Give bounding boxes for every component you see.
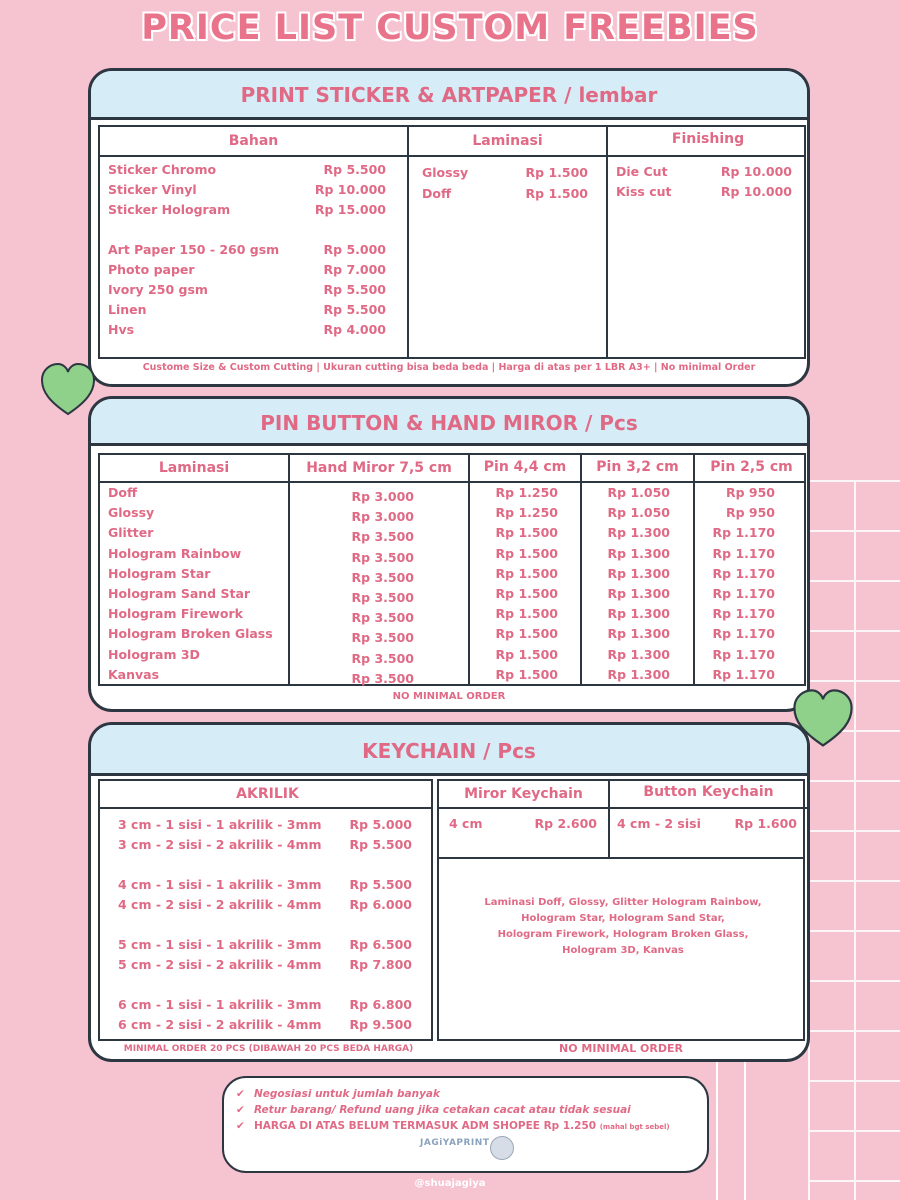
avatar: [490, 1136, 514, 1160]
pin-32-price: Rp 1.300: [607, 646, 670, 662]
bahan-name: Sticker Chromo: [108, 162, 217, 177]
akrilik-name: 4 cm - 1 sisi - 1 akrilik - 3mm: [118, 877, 322, 892]
note-text: Negosiasi untuk jumlah banyak: [254, 1088, 440, 1100]
note-item: [236, 1104, 631, 1116]
pin-row-name: Hologram Star: [108, 565, 211, 581]
laminasi-options: [439, 895, 807, 959]
pin-25-price: Rp 1.170: [712, 586, 775, 601]
miror-size: 4 cm: [449, 816, 483, 831]
row-divider: [439, 857, 803, 859]
bahan-price: Rp 4.000: [323, 322, 386, 337]
pin-header: PIN BUTTON & HAND MIROR / Pcs: [91, 399, 807, 446]
pin-44-price: Rp 1.500: [495, 646, 558, 662]
note-item: [236, 1088, 440, 1100]
button-size: 4 cm - 2 sisi: [617, 816, 701, 831]
pin-row-name: Hologram Sand Star: [108, 586, 251, 601]
laminasi-line: Hologram 3D, Kanvas: [562, 945, 684, 956]
check-icon: ✔: [236, 1120, 245, 1132]
pin-32-price: Rp 1.050: [607, 485, 670, 500]
pin-44-price: Rp 1.500: [495, 525, 558, 541]
laminasi-name: Glossy: [422, 165, 469, 180]
pin-row-name: Doff: [108, 485, 138, 500]
bahan-name: Hvs: [108, 322, 135, 337]
laminasi-name: Doff: [422, 186, 452, 201]
pin-32-price: Rp 1.300: [607, 606, 670, 622]
pin-card: [88, 396, 810, 712]
hand-miror-price: Rp 3.000: [351, 509, 414, 525]
col-pin-25-heading: Pin 2,5 cm: [710, 459, 793, 475]
pin-44-price: Rp 1.500: [495, 565, 558, 581]
keychain-right-table: [437, 779, 805, 1041]
akrilik-name: 5 cm - 2 sisi - 2 akrilik - 4mm: [118, 957, 322, 972]
pin-32-price: Rp 1.300: [607, 525, 670, 541]
bahan-price: Rp 5.500: [323, 162, 386, 177]
akrilik-name: 3 cm - 1 sisi - 1 akrilik - 3mm: [118, 817, 322, 832]
pin-25-price: Rp 950: [725, 505, 775, 521]
hand-miror-price: Rp 3.500: [351, 630, 414, 646]
pin-32-price: Rp 1.300: [607, 565, 670, 581]
bahan-price: Rp 5.500: [323, 282, 386, 297]
button-price: Rp 1.600: [734, 816, 797, 831]
hand-miror-price: Rp 3.500: [351, 590, 414, 605]
akrilik-price: Rp 6.500: [349, 937, 412, 952]
page-title: PRICE LIST CUSTOM FREEBIES: [141, 8, 759, 48]
note-small: (mahal bgt sebel): [599, 1123, 670, 1131]
heart-icon: [790, 686, 856, 752]
akrilik-price: Rp 5.000: [349, 817, 412, 832]
pin-44-price: Rp 1.500: [495, 626, 558, 642]
pin-44-price: Rp 1.500: [495, 666, 558, 682]
laminasi-line: Laminasi Doff, Glossy, Glitter Hologram Rainbow,: [484, 897, 762, 908]
miror-keychain-heading: Miror Keychain: [464, 786, 583, 802]
column-divider: [288, 455, 290, 684]
check-icon: ✔: [236, 1088, 245, 1100]
akrilik-price: Rp 5.500: [349, 877, 412, 892]
laminasi-line: Hologram Star, Hologram Sand Star,: [521, 913, 725, 924]
pin-footer: NO MINIMAL ORDER: [392, 691, 506, 702]
hand-miror-price: Rp 3.000: [351, 489, 414, 504]
bahan-name: Ivory 250 gsm: [108, 282, 208, 297]
notes-box: [222, 1076, 709, 1173]
pin-32-price: Rp 1.300: [607, 666, 670, 682]
keychain-header: KEYCHAIN / Pcs: [91, 725, 807, 776]
column-divider: [407, 127, 409, 357]
header-divider: [100, 807, 431, 809]
background-grid: [808, 480, 900, 1200]
akrilik-name: 6 cm - 1 sisi - 1 akrilik - 3mm: [118, 997, 322, 1012]
bahan-price: Rp 5.000: [323, 242, 386, 257]
pin-25-price: Rp 1.170: [712, 606, 775, 622]
background-line: [744, 1040, 746, 1200]
col-finishing-heading: Finishing: [671, 131, 745, 147]
header-divider: [439, 807, 807, 809]
pin-44-price: Rp 1.500: [495, 586, 558, 601]
pin-row-name: Kanvas: [108, 666, 160, 682]
akrilik-name: 5 cm - 1 sisi - 1 akrilik - 3mm: [118, 937, 322, 952]
akrilik-price: Rp 9.500: [349, 1017, 412, 1032]
akrilik-name: 4 cm - 2 sisi - 2 akrilik - 4mm: [118, 897, 322, 912]
bahan-name: Art Paper 150 - 260 gsm: [108, 242, 280, 257]
keychain-card: [88, 722, 810, 1062]
sticker-footer: Custome Size & Custom Cutting | Ukuran cutting bisa beda beda | Harga di atas per 1 LBR A3+ | No minimal Order: [142, 362, 756, 373]
pin-table: [98, 453, 806, 686]
akrilik-name: 6 cm - 2 sisi - 2 akrilik - 4mm: [118, 1017, 322, 1032]
hand-miror-price: Rp 3.500: [351, 569, 414, 585]
finishing-price: Rp 10.000: [720, 184, 792, 199]
note-item: [236, 1120, 670, 1132]
note-text: Retur barang/ Refund uang jika cetakan cacat atau tidak sesuai: [254, 1104, 631, 1116]
pin-25-price: Rp 1.170: [712, 626, 775, 642]
pin-row-name: Glossy: [108, 505, 155, 521]
pin-row-name: Hologram Firework: [108, 606, 243, 622]
finishing-price: Rp 10.000: [720, 164, 792, 179]
button-keychain-heading: Button Keychain: [643, 784, 774, 800]
social-handle: @shuajagiya: [414, 1178, 486, 1189]
pin-25-price: Rp 1.170: [712, 545, 775, 561]
bahan-price: Rp 10.000: [314, 182, 386, 197]
hand-miror-price: Rp 3.500: [351, 549, 414, 565]
laminasi-line: Hologram Firework, Hologram Broken Glass,: [497, 929, 749, 940]
akrilik-footer: MINIMAL ORDER 20 PCS (DIBAWAH 20 PCS BEDA HARGA): [123, 1044, 414, 1054]
pin-32-price: Rp 1.300: [607, 586, 670, 601]
laminasi-price: Rp 1.500: [525, 165, 588, 180]
pin-row-name: Hologram 3D: [108, 646, 200, 662]
miror-price: Rp 2.600: [534, 816, 597, 831]
pin-25-price: Rp 1.170: [712, 565, 775, 581]
sticker-card: [88, 68, 810, 387]
header-divider: [100, 155, 804, 157]
bahan-name: Sticker Vinyl: [108, 182, 197, 197]
col-pin-32-heading: Pin 3,2 cm: [596, 459, 679, 475]
akrilik-heading: AKRILIK: [236, 786, 299, 802]
pin-25-price: Rp 1.170: [712, 666, 775, 682]
keychain-right-footer: NO MINIMAL ORDER: [559, 1042, 683, 1055]
col-laminasi-heading: Laminasi: [472, 133, 543, 149]
laminasi-price: Rp 1.500: [525, 186, 588, 201]
pin-44-price: Rp 1.500: [495, 606, 558, 622]
sticker-header: PRINT STICKER & ARTPAPER / lembar: [91, 71, 807, 120]
akrilik-price: Rp 6.800: [349, 997, 412, 1012]
akrilik-price: Rp 7.800: [349, 957, 412, 972]
bahan-price: Rp 15.000: [314, 202, 386, 217]
logo-text: JAGiYAPRINT: [420, 1138, 490, 1148]
akrilik-table: [98, 779, 433, 1041]
pin-row-name: Glitter: [108, 525, 154, 541]
col-laminasi-heading: Laminasi: [158, 460, 230, 476]
pin-row-name: Hologram Broken Glass: [108, 626, 273, 642]
check-icon: ✔: [236, 1104, 245, 1116]
col-hand-miror-heading: Hand Miror 7,5 cm: [306, 460, 452, 476]
pin-25-price: Rp 1.170: [712, 525, 775, 541]
background-line: [716, 1040, 718, 1200]
column-divider: [606, 127, 608, 357]
pin-25-price: Rp 950: [725, 485, 775, 500]
bahan-price: Rp 7.000: [323, 262, 386, 277]
note-text: HARGA DI ATAS BELUM TERMASUK ADM SHOPEE Rp 1.250: [254, 1120, 597, 1132]
header-divider: [100, 481, 804, 483]
pin-44-price: Rp 1.250: [495, 505, 558, 521]
hand-miror-price: Rp 3.500: [351, 670, 414, 686]
bahan-name: Linen: [108, 302, 147, 317]
bahan-name: Photo paper: [108, 262, 195, 277]
pin-44-price: Rp 1.500: [495, 545, 558, 561]
bahan-name: Sticker Hologram: [108, 202, 231, 217]
pin-32-price: Rp 1.300: [607, 626, 670, 642]
bahan-price: Rp 5.500: [323, 302, 386, 317]
heart-icon: [38, 360, 98, 420]
pin-25-price: Rp 1.170: [712, 646, 775, 662]
col-pin-44-heading: Pin 4,4 cm: [483, 459, 567, 475]
col-bahan-heading: Bahan: [228, 133, 279, 149]
finishing-name: Die Cut: [616, 164, 668, 179]
hand-miror-price: Rp 3.500: [351, 610, 414, 626]
pin-32-price: Rp 1.300: [607, 545, 670, 561]
finishing-name: Kiss cut: [616, 184, 672, 199]
hand-miror-price: Rp 3.500: [351, 650, 414, 666]
akrilik-price: Rp 6.000: [349, 897, 412, 912]
pin-row-name: Hologram Rainbow: [108, 545, 242, 561]
pin-44-price: Rp 1.250: [495, 485, 558, 500]
hand-miror-price: Rp 3.500: [351, 529, 414, 545]
akrilik-name: 3 cm - 2 sisi - 2 akrilik - 4mm: [118, 837, 322, 852]
sticker-table: [98, 125, 806, 359]
akrilik-price: Rp 5.500: [349, 837, 412, 852]
pin-32-price: Rp 1.050: [607, 505, 670, 521]
